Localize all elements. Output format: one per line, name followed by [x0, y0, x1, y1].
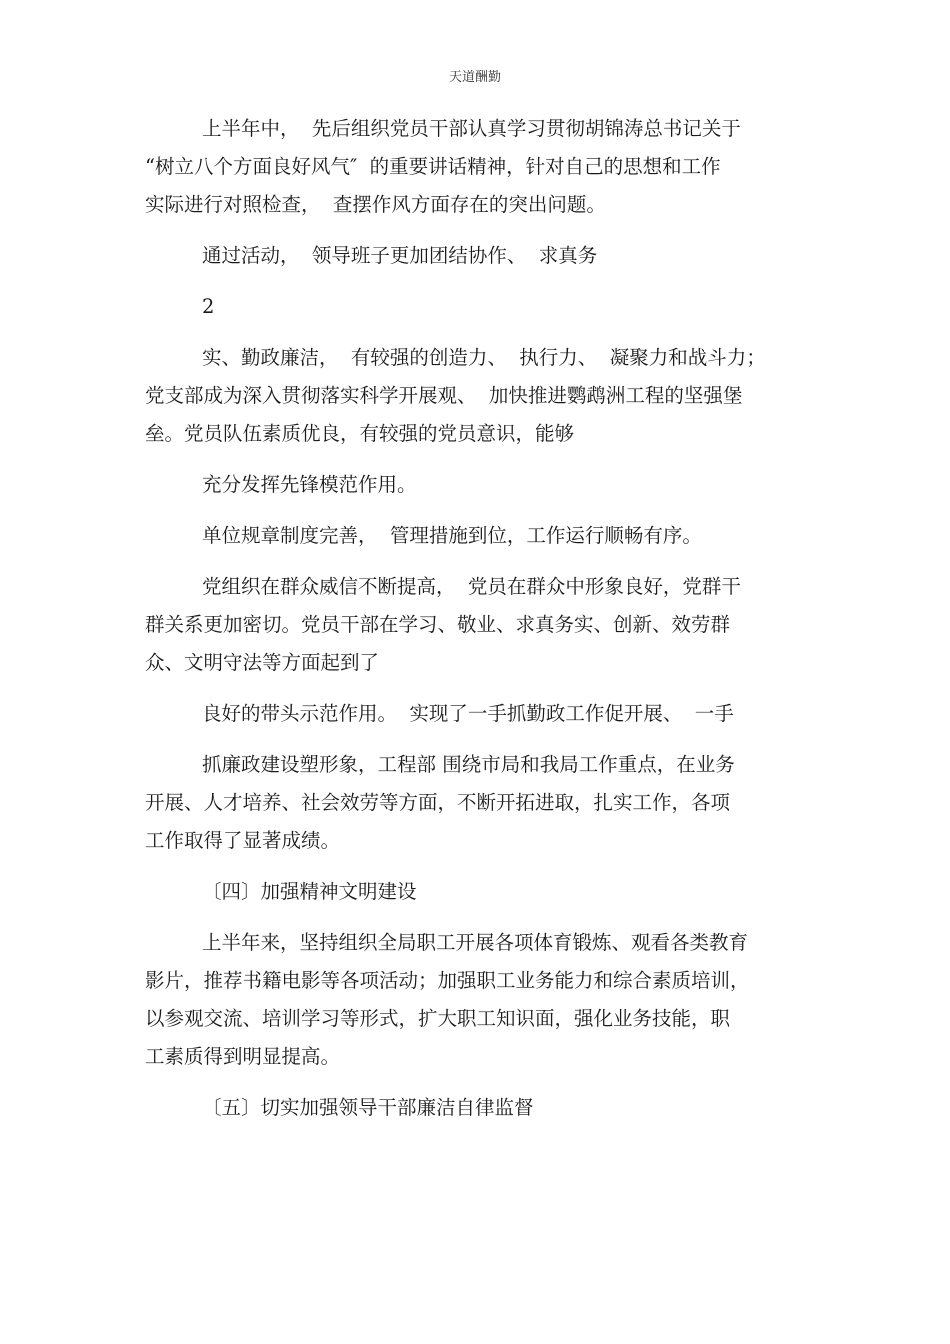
paragraph: [145, 924, 810, 1076]
paragraph: [145, 237, 810, 275]
text-line: 抓廉政建设塑形象，工程部 围绕市局和我局工作重点，在业务: [202, 753, 735, 776]
text-line: 影片，推荐书籍电影等各项活动；加强职工业务能力和综合素质培训，: [145, 969, 750, 992]
text-line: 上半年来，坚持组织全局职工开展各项体育锻炼、观看各类教育: [202, 931, 749, 954]
text-line: 2: [202, 295, 215, 318]
text-line: 单位规章制度完善， 管理措施到位，工作运行顺畅有序。: [202, 524, 702, 547]
paragraph: [145, 110, 810, 224]
text-line: 上半年中， 先后组织党员干部认真学习贯彻胡锦涛总书记关于: [202, 117, 741, 140]
paragraph: [145, 873, 810, 911]
text-line: 工素质得到明显提高。: [145, 1045, 341, 1068]
text-line: 群关系更加密切。党员干部在学习、敬业、求真务实、创新、效劳群: [145, 613, 731, 636]
paragraph: [145, 339, 810, 453]
page-header: 天道酬勤: [448, 70, 501, 85]
text-line: 通过活动， 领导班子更加团结协作、 求真务: [202, 244, 598, 267]
text-line: 〔四〕加强精神文明建设: [202, 880, 417, 903]
text-line: 实际进行对照检查， 查摆作风方面存在的突出问题。: [145, 193, 606, 216]
paragraph: [145, 1089, 810, 1127]
paragraph: [145, 288, 810, 326]
paragraph: [145, 568, 810, 682]
text-line: 工作取得了显著成绩。: [145, 829, 341, 852]
paragraph: [145, 695, 810, 733]
text-line: 党组织在群众威信不断提高， 党员在群众中形象良好，党群干: [202, 575, 741, 598]
document-body: [145, 110, 810, 1140]
text-line: 充分发挥先锋模范作用。: [202, 473, 417, 496]
text-line: “树立八个方面良好风气″ 的重要讲话精神，针对自己的思想和工作: [145, 155, 721, 178]
paragraph: [145, 746, 810, 860]
text-line: 实、勤政廉洁， 有较强的创造力、 执行力、 凝聚力和战斗力；: [202, 346, 766, 369]
text-line: 〔五〕切实加强领导干部廉洁自律监督: [202, 1096, 534, 1119]
text-line: 开展、人才培养、社会效劳等方面，不断开拓进取，扎实工作，各项: [145, 791, 731, 814]
text-line: 以参观交流、培训学习等形式，扩大职工知识面，强化业务技能，职: [145, 1007, 731, 1030]
text-line: 党支部成为深入贯彻落实科学开展观、 加快推进鹦鹉洲工程的坚强堡: [145, 384, 743, 407]
paragraph: [145, 466, 810, 504]
text-line: 众、文明守法等方面起到了: [145, 651, 380, 674]
text-line: 良好的带头示范作用。 实现了一手抓勤政工作促开展、 一手: [202, 702, 734, 725]
paragraph: [145, 517, 810, 555]
text-line: 垒。党员队伍素质优良，有较强的党员意识，能够: [145, 422, 575, 445]
